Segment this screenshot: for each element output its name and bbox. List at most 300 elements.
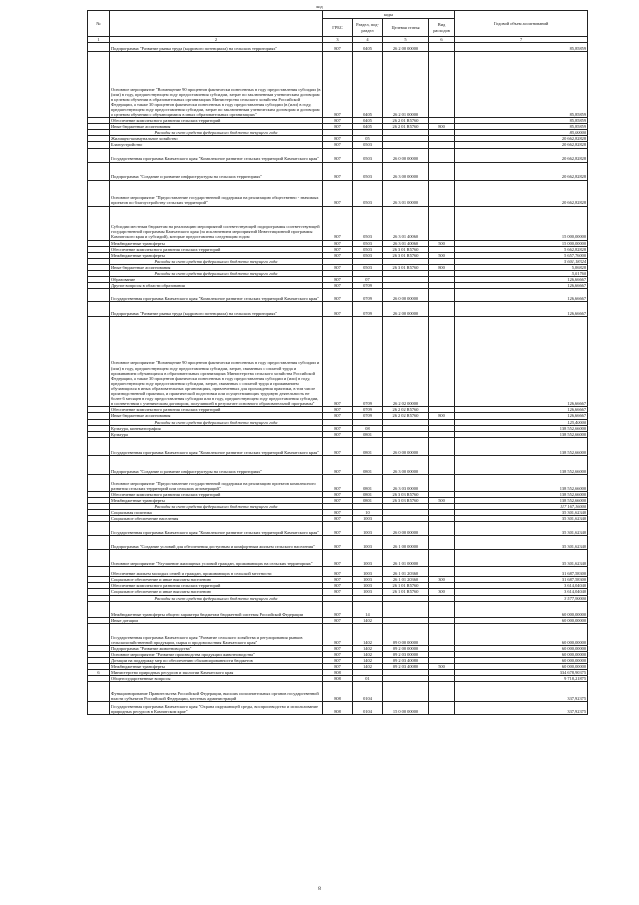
row-grbs-code: 807: [323, 567, 353, 577]
row-amount: 126,66667: [455, 407, 588, 413]
row-amount: 138 552,66000: [455, 431, 588, 437]
row-name: Межбюджетные трансферты: [110, 497, 323, 503]
row-grbs-code: 807: [323, 289, 353, 302]
row-razdel-code: 1003: [353, 567, 383, 577]
row-target-article: 26 2 02 R5760: [383, 407, 429, 413]
row-razdel-code: 0503: [353, 148, 383, 162]
row-target-article: [383, 682, 429, 702]
row-grbs-code: 807: [323, 148, 353, 162]
row-razdel-code: 08: [353, 425, 383, 431]
row-grbs-code: 807: [323, 206, 353, 240]
table-row: [88, 522, 588, 536]
row-razdel-code: 0801: [353, 474, 383, 491]
row-razdel-code: 10: [353, 510, 383, 516]
row-target-article: 26 3 03 00000: [383, 474, 429, 491]
row-target-article: 26 2 01 R5760: [383, 124, 429, 130]
row-amount: 334 678,90375: [455, 670, 588, 676]
row-target-article: 09 0 00 00000: [383, 623, 429, 645]
row-target-article: 26 3 01 R5760: [383, 252, 429, 258]
row-name: Основное мероприятие "Улучшение жилищных условий граждан, проживающих на сельских территориях": [110, 550, 323, 567]
row-expense-type: [429, 702, 455, 715]
row-grbs-code: 807: [323, 583, 353, 589]
row-grbs-code: 807: [323, 651, 353, 657]
row-grbs-code: 807: [323, 413, 353, 419]
row-name: Иные бюджетные ассигнования: [110, 413, 323, 419]
table-row: [88, 317, 588, 407]
row-amount: 15 000,00000: [455, 240, 588, 246]
row-expense-type: 500: [429, 497, 455, 503]
row-razdel-code: 0405: [353, 124, 383, 130]
row-name: Основное мероприятие "Возмещение 90 процентов фактически понесенных в году предоставления субсидии (в (или) в году, предшествующем году предоставления субсидии, затрат по заключенным ученическим договорам в целевом обучении в образовательных организациях Министерства сельского хозяйства Российской Федерации, а также 30 процентов фактически понесенных в году предоставления субсидии (в (или) в году, предшествующем году предоставления субсидии, затрат по заключенным ученическим договорам и договорам о целевом обучении с обучающимися в иных образовательных организациях": [110, 52, 323, 118]
row-name: Подпрограмма "Создание условий для обеспечения доступным и комфортным жильем сельского населения": [110, 536, 323, 550]
row-grbs-code: 807: [323, 264, 353, 270]
row-grbs-code: 807: [323, 510, 353, 516]
header-mark: код: [316, 4, 323, 9]
table-row: [88, 601, 588, 617]
row-razdel-code: 0709: [353, 413, 383, 419]
row-grbs-code: 807: [323, 246, 353, 252]
row-grbs-code: 807: [323, 617, 353, 623]
row-target-article: 26 3 01 40060: [383, 240, 429, 246]
row-amount: 85,85859: [455, 43, 588, 52]
row-target-article: 26 3 00 00000: [383, 455, 429, 474]
row-name: Межбюджетные трансферты: [110, 252, 323, 258]
row-grbs-code: 807: [323, 180, 353, 206]
row-name: Подпрограмма "Развитие рынка труда (кадрового потенциала) на сельских территориях": [110, 302, 323, 317]
row-grbs-code: 807: [323, 425, 353, 431]
row-razdel-code: 0503: [353, 246, 383, 252]
row-name: Расходы за счет средств федерального бюджета текущего года: [110, 258, 323, 264]
row-number: [88, 52, 110, 118]
row-name: Социальное обеспечение и иные выплаты населению: [110, 577, 323, 583]
row-razdel-code: 0709: [353, 289, 383, 302]
row-target-article: 26 3 03 R5760: [383, 491, 429, 497]
row-razdel-code: 0709: [353, 283, 383, 289]
row-razdel-code: 0104: [353, 702, 383, 715]
row-name: Государственная программа Камчатского края "Комплексное развитие сельских территорий Камчатского края": [110, 289, 323, 302]
row-razdel-code: 1003: [353, 516, 383, 522]
row-amount: 85,85859: [455, 118, 588, 124]
row-amount: 35 301,62340: [455, 536, 588, 550]
row-razdel-code: 0503: [353, 264, 383, 270]
row-expense-type: 800: [429, 413, 455, 419]
row-target-article: [383, 601, 429, 617]
row-expense-type: [429, 148, 455, 162]
row-expense-type: 500: [429, 240, 455, 246]
row-razdel-code: 01: [353, 676, 383, 682]
row-number: [88, 567, 110, 577]
row-amount: 60 000,00000: [455, 623, 588, 645]
table-row: [88, 536, 588, 550]
row-razdel-code: 1003: [353, 577, 383, 583]
row-razdel-code: 0801: [353, 455, 383, 474]
row-expense-type: [429, 522, 455, 536]
row-target-article: 26 0 00 00000: [383, 289, 429, 302]
row-grbs-code: 807: [323, 118, 353, 124]
table-row: [88, 52, 588, 118]
row-expense-type: 800: [429, 264, 455, 270]
row-name: Министерство природных ресурсов и экологии Камчатского края: [110, 670, 323, 676]
row-amount: 35 301,62340: [455, 550, 588, 567]
row-target-article: 26 1 00 00000: [383, 536, 429, 550]
row-name: Социальное обеспечение населения: [110, 516, 323, 522]
row-expense-type: [429, 601, 455, 617]
table-row: [88, 682, 588, 702]
row-razdel-code: 1003: [353, 583, 383, 589]
row-number: [88, 536, 110, 550]
row-target-article: 26 3 03 R5760: [383, 497, 429, 503]
row-grbs-code: 807: [323, 302, 353, 317]
row-grbs-code: 807: [323, 283, 353, 289]
row-target-article: 09 2 00 00000: [383, 645, 429, 651]
row-razdel-code: 1003: [353, 522, 383, 536]
row-grbs-code: 807: [323, 491, 353, 497]
row-target-article: 26 3 00 00000: [383, 162, 429, 180]
table-row: [88, 455, 588, 474]
row-grbs-code: 808: [323, 670, 353, 676]
row-number: [88, 474, 110, 491]
row-grbs-code: 807: [323, 516, 353, 522]
budget-table: [87, 10, 588, 715]
row-name: Расходы за счет средств федерального бюджета текущего года: [110, 595, 323, 601]
row-expense-type: [429, 536, 455, 550]
row-target-article: 26 0 00 00000: [383, 148, 429, 162]
row-number: [88, 302, 110, 317]
table-row: [88, 206, 588, 240]
row-name: Другие вопросы в области образования: [110, 283, 323, 289]
col-index: 3: [323, 37, 353, 43]
row-grbs-code: 807: [323, 136, 353, 142]
row-number: [88, 601, 110, 617]
row-name: Дотации на поддержку мер по обеспечению сбалансированности бюджетов: [110, 657, 323, 663]
row-amount: 337,92375: [455, 702, 588, 715]
row-razdel-code: 0709: [353, 407, 383, 413]
row-amount: 60 000,00000: [455, 664, 588, 670]
row-target-article: 26 2 02 00000: [383, 317, 429, 407]
row-name: Благоустройство: [110, 142, 323, 148]
row-amount: 35 301,62340: [455, 516, 588, 522]
row-amount: 138 552,66000: [455, 497, 588, 503]
row-razdel-code: 0104: [353, 682, 383, 702]
col-grbs-header: ГРБС: [323, 19, 353, 37]
row-amount: 3 614,04040: [455, 583, 588, 589]
row-target-article: 26 1 01 00000: [383, 550, 429, 567]
row-target-article: 09 2 03 40080: [383, 664, 429, 670]
row-amount: 31 687,58300: [455, 577, 588, 583]
row-grbs-code: 808: [323, 676, 353, 682]
table-row: [88, 550, 588, 567]
row-amount: 138 552,66000: [455, 491, 588, 497]
row-name: Расходы за счет средств федерального бюджета текущего года: [110, 419, 323, 425]
row-name: Образование: [110, 277, 323, 283]
row-amount: 126,66667: [455, 413, 588, 419]
row-target-article: 26 0 00 00000: [383, 522, 429, 536]
row-grbs-code: 808: [323, 682, 353, 702]
row-expense-type: [429, 289, 455, 302]
row-razdel-code: 1402: [353, 657, 383, 663]
row-expense-type: [429, 43, 455, 52]
col-index: 5: [383, 37, 429, 43]
row-target-article: 26 1 01 R5760: [383, 589, 429, 595]
row-expense-type: [429, 162, 455, 180]
row-name: Субсидии местным бюджетам на реализацию мероприятий соответствующей подпрограммы соответствующей государственной программы Камчатского края (за исключением мероприятий Инвестиционной программы Камчатского края и субсидий), которые предоставлены следующим годом: [110, 206, 323, 240]
row-target-article: 15 0 00 00000: [383, 702, 429, 715]
table-row: [88, 437, 588, 455]
row-amount: 31 687,58300: [455, 567, 588, 577]
row-grbs-code: 807: [323, 474, 353, 491]
row-number: [88, 148, 110, 162]
row-grbs-code: 808: [323, 702, 353, 715]
row-target-article: 26 1 01 20360: [383, 577, 429, 583]
row-razdel-code: 1402: [353, 645, 383, 651]
row-number: [88, 162, 110, 180]
row-target-article: 26 2 01 00000: [383, 52, 429, 118]
row-amount: 126,66667: [455, 277, 588, 283]
row-razdel-code: 0801: [353, 497, 383, 503]
row-grbs-code: 807: [323, 645, 353, 651]
row-grbs-code: 807: [323, 407, 353, 413]
row-target-article: 26 2 00 00000: [383, 43, 429, 52]
row-target-article: 26 1 01 20360: [383, 567, 429, 577]
table-row: [88, 289, 588, 302]
col-index: 4: [353, 37, 383, 43]
row-grbs-code: 807: [323, 142, 353, 148]
row-target-article: 09 2 03 00000: [383, 651, 429, 657]
row-target-article: 26 1 01 R5760: [383, 583, 429, 589]
row-name: Культура: [110, 431, 323, 437]
row-amount: 85,85859: [455, 52, 588, 118]
row-amount: 126,66667: [455, 283, 588, 289]
row-name: Подпрограмма "Развитие рынка труда (кадрового потенциала) на сельских территориях": [110, 43, 323, 52]
row-target-article: 26 3 01 R5760: [383, 246, 429, 252]
table-row: [88, 43, 588, 52]
row-razdel-code: 0503: [353, 252, 383, 258]
row-name: Иные бюджетные ассигнования: [110, 264, 323, 270]
row-name: Иные бюджетные ассигнования: [110, 124, 323, 130]
row-name: Основное мероприятие "Развитие производства продукции животноводства": [110, 651, 323, 657]
row-target-article: 26 2 01 R5760: [383, 118, 429, 124]
row-name: Жилищно-коммунальное хозяйство: [110, 136, 323, 142]
row-grbs-code: 807: [323, 657, 353, 663]
row-grbs-code: 807: [323, 162, 353, 180]
row-amount: 126,66667: [455, 302, 588, 317]
row-razdel-code: 1003: [353, 550, 383, 567]
table-row: [88, 302, 588, 317]
row-name: Расходы за счет средств федерального бюджета текущего года: [110, 503, 323, 509]
row-grbs-code: 807: [323, 536, 353, 550]
row-name: Межбюджетные трансферты: [110, 240, 323, 246]
table-row: [88, 623, 588, 645]
row-razdel-code: 1402: [353, 617, 383, 623]
row-razdel-code: 0503: [353, 206, 383, 240]
row-target-article: 26 0 00 00000: [383, 437, 429, 455]
col-name-header: [110, 11, 323, 37]
table-row: [88, 148, 588, 162]
row-name: Иные дотации: [110, 617, 323, 623]
row-razdel-code: 1402: [353, 651, 383, 657]
row-number: [88, 289, 110, 302]
row-razdel-code: 0503: [353, 180, 383, 206]
row-name: Обеспечение жильем молодых семей и граждан, проживающих в сельской местности: [110, 567, 323, 577]
row-amount: 35 301,62340: [455, 510, 588, 516]
row-number: [88, 522, 110, 536]
row-name: Социальная политика: [110, 510, 323, 516]
row-expense-type: 500: [429, 664, 455, 670]
row-amount: 126,66667: [455, 317, 588, 407]
row-name: Основное мероприятие "Предоставление государственной поддержки на реализацию проектов комплексного развития сельских территорий или сельских агломераций": [110, 474, 323, 491]
row-razdel-code: 0709: [353, 302, 383, 317]
row-expense-type: [429, 623, 455, 645]
row-razdel-code: 0405: [353, 43, 383, 52]
row-razdel-code: 0503: [353, 142, 383, 148]
row-razdel-code: 1003: [353, 589, 383, 595]
table-row: [88, 702, 588, 715]
row-name: Межбюджетные трансферты общего характера бюджетам бюджетной системы Российской Федерации: [110, 601, 323, 617]
row-name: Расходы за счет средств федерального бюджета текущего года: [110, 271, 323, 277]
row-name: Основное мероприятие "Предоставление государственной поддержки на реализацию общественно - значимых проектов по благоустройству сельских территорий": [110, 180, 323, 206]
row-grbs-code: 807: [323, 664, 353, 670]
row-grbs-code: 807: [323, 577, 353, 583]
row-target-article: 26 2 02 R5760: [383, 413, 429, 419]
row-name: Государственная программа Камчатского края "Охрана окружающей среды, воспроизводство и использование природных ресурсов в Камчатском крае": [110, 702, 323, 715]
row-number: [88, 702, 110, 715]
row-name: Общегосударственные вопросы: [110, 676, 323, 682]
row-amount: 3 614,04040: [455, 589, 588, 595]
row-expense-type: [429, 437, 455, 455]
row-number: [88, 682, 110, 702]
row-amount: 5 657,76000: [455, 252, 588, 258]
table-row: [88, 180, 588, 206]
row-amount: 5,01760: [455, 271, 588, 277]
row-number: [88, 317, 110, 407]
row-amount: 60 000,00000: [455, 617, 588, 623]
col-index: 6: [429, 37, 455, 43]
row-amount: 138 552,66000: [455, 474, 588, 491]
row-amount: 20 662,82828: [455, 136, 588, 142]
row-name: Обеспечение комплексного развития сельских территорий: [110, 407, 323, 413]
row-amount: 15 000,00000: [455, 206, 588, 240]
row-name: Государственная программа Камчатского края "Комплексное развитие сельских территорий Камчатского края": [110, 148, 323, 162]
row-expense-type: 500: [429, 252, 455, 258]
row-amount: 5 601,18324: [455, 258, 588, 264]
row-grbs-code: 807: [323, 124, 353, 130]
row-name: Социальное обеспечение и иные выплаты населению: [110, 589, 323, 595]
row-target-article: 26 3 01 40060: [383, 206, 429, 240]
row-target-article: 26 3 01 R5760: [383, 264, 429, 270]
row-name: Основное мероприятие "Возмещение 90 процентов фактически понесенных в году предоставления субсидии и (или) в году, предшествующем году предоставления субсидии, затрат, связанных с оплатой труда и проживанием обучающихся в образовательных организациях Министерства сельского хозяйства Российской Федерации, а также 30 процентов фактически понесенных в году предоставления субсидии и (или) в году, предшествующем году предоставления субсидии, затрат, связанных с оплатой труда и проживанием обучающихся в иных образовательных организациях, привлеченных для прохождения практики, в том числе производственной практики, и практической подготовки или осуществляющих трудовую деятельность не более 6 месяцев в году предоставления субсидии или в году, предшествующем году предоставления субсидии, в соответствии с ученическим договором, получившей в результате основного образовательной программы": [110, 317, 323, 407]
row-amount: 125,40000: [455, 419, 588, 425]
col-razdel-header: Раздел, под-раздел: [353, 19, 383, 37]
row-razdel-code: 1402: [353, 623, 383, 645]
row-amount: 5 662,82828: [455, 246, 588, 252]
row-expense-type: 800: [429, 124, 455, 130]
table-row: [88, 162, 588, 180]
row-name: Обеспечение комплексного развития сельских территорий: [110, 583, 323, 589]
codes-group-header: коды: [323, 11, 455, 19]
row-grbs-code: 807: [323, 431, 353, 437]
row-amount: 9 718,21875: [455, 676, 588, 682]
row-number: [88, 43, 110, 52]
row-number: [88, 437, 110, 455]
row-name: Обеспечение комплексного развития сельских территорий: [110, 491, 323, 497]
row-amount: 60 000,00000: [455, 651, 588, 657]
row-target-article: 26 2 00 00000: [383, 302, 429, 317]
col-num-header: №: [88, 11, 110, 37]
row-amount: 126,66667: [455, 289, 588, 302]
row-number: [88, 455, 110, 474]
row-amount: 35 301,62340: [455, 522, 588, 536]
row-amount: 85,00000: [455, 130, 588, 136]
row-name: Подпрограмма "Создание и развитие инфраструктуры на сельских территориях": [110, 162, 323, 180]
col-total-header: Годовой объем ассигнований: [455, 11, 588, 37]
row-grbs-code: 807: [323, 317, 353, 407]
row-grbs-code: 807: [323, 455, 353, 474]
row-expense-type: [429, 52, 455, 118]
row-amount: 337,92375: [455, 682, 588, 702]
row-amount: 20 662,82828: [455, 180, 588, 206]
row-expense-type: [429, 567, 455, 577]
row-amount: 5,06828: [455, 264, 588, 270]
row-number: [88, 623, 110, 645]
row-expense-type: 300: [429, 577, 455, 583]
row-razdel-code: 0405: [353, 52, 383, 118]
row-target-article: 09 2 03 40080: [383, 657, 429, 663]
row-number: 6: [88, 670, 110, 676]
row-grbs-code: 807: [323, 601, 353, 617]
row-expense-type: [429, 550, 455, 567]
row-amount: 138 552,66000: [455, 425, 588, 431]
row-amount: 138 552,66000: [455, 455, 588, 474]
col-index: 7: [455, 37, 588, 43]
row-razdel-code: 14: [353, 601, 383, 617]
row-grbs-code: 807: [323, 252, 353, 258]
row-grbs-code: 807: [323, 52, 353, 118]
row-amount: 60 000,00000: [455, 601, 588, 617]
row-name: Обеспечение комплексного развития сельских территорий: [110, 246, 323, 252]
row-expense-type: [429, 474, 455, 491]
row-razdel-code: 05: [353, 136, 383, 142]
row-grbs-code: 807: [323, 522, 353, 536]
row-amount: 20 662,82828: [455, 148, 588, 162]
row-amount: 85,85859: [455, 124, 588, 130]
row-name: Подпрограмма "Развитие животноводства": [110, 645, 323, 651]
row-razdel-code: 0503: [353, 240, 383, 246]
row-expense-type: [429, 180, 455, 206]
table-row: [88, 474, 588, 491]
row-razdel-code: 0801: [353, 431, 383, 437]
row-name: Межбюджетные трансферты: [110, 664, 323, 670]
row-expense-type: [429, 317, 455, 407]
row-amount: 60 000,00000: [455, 657, 588, 663]
row-razdel-code: 0503: [353, 162, 383, 180]
row-razdel-code: 0801: [353, 437, 383, 455]
col-cs-header: Целевая статья: [383, 19, 429, 37]
row-expense-type: [429, 302, 455, 317]
row-grbs-code: 807: [323, 623, 353, 645]
col-index: 1: [88, 37, 110, 43]
row-amount: 3 577,90000: [455, 595, 588, 601]
row-name: Обеспечение комплексного развития сельских территорий: [110, 118, 323, 124]
col-index: 2: [110, 37, 323, 43]
row-number: [88, 180, 110, 206]
row-amount: 138 552,66000: [455, 437, 588, 455]
row-number: [88, 550, 110, 567]
row-grbs-code: 807: [323, 43, 353, 52]
row-expense-type: [429, 206, 455, 240]
row-razdel-code: 1402: [353, 664, 383, 670]
row-razdel-code: 0801: [353, 491, 383, 497]
row-expense-type: [429, 455, 455, 474]
